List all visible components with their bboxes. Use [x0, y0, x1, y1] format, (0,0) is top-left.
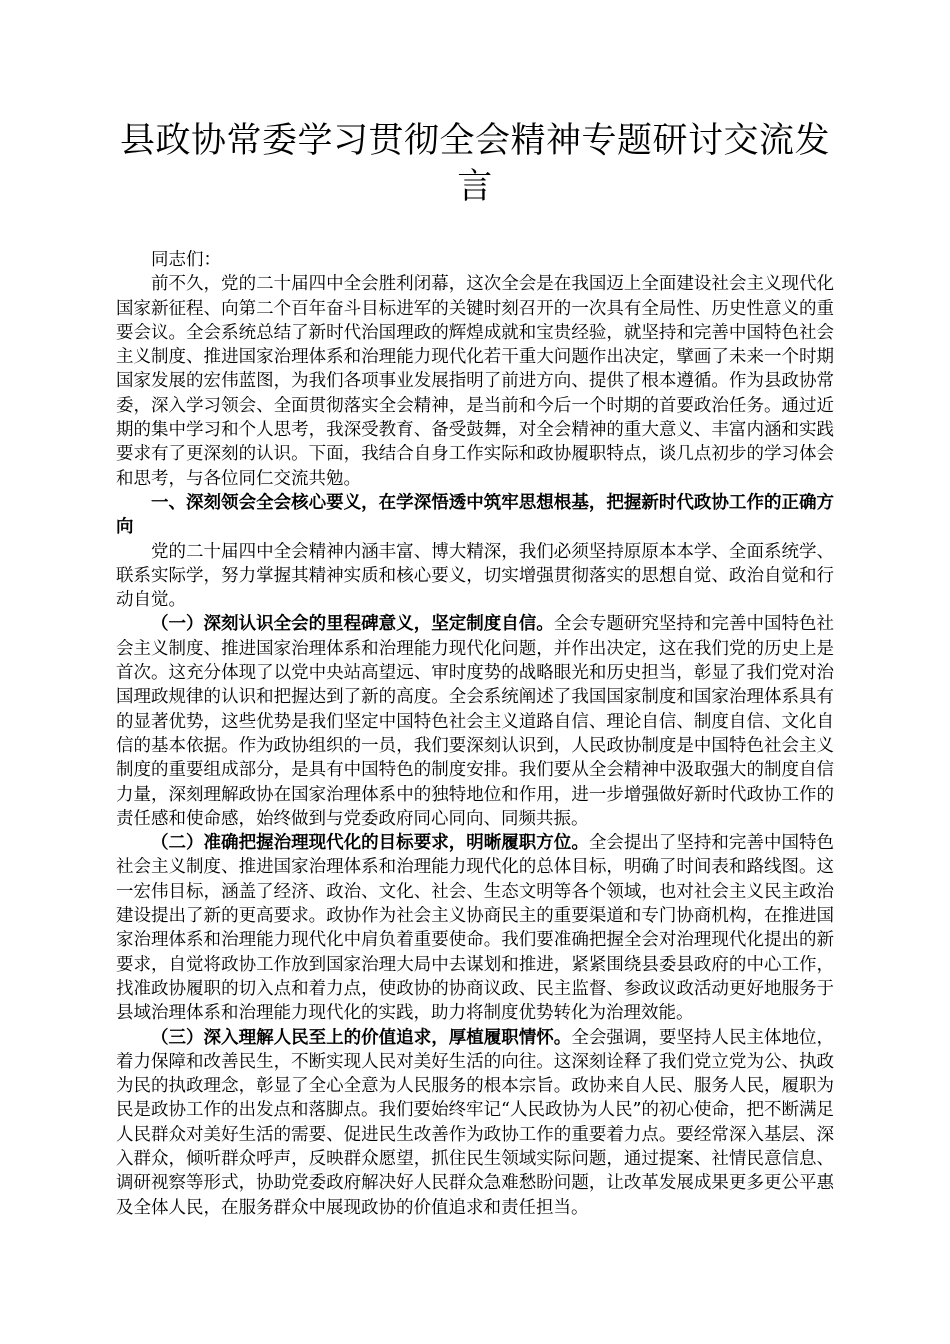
subsection-3-paragraph: [116, 1026, 834, 1220]
subsection-2-paragraph: [116, 831, 834, 1025]
subsection-2-heading: （二）准确把握治理现代化的目标要求，明晰履职方位。: [151, 833, 589, 854]
subsection-3-heading: （三）深入理解人民至上的价值追求，厚植履职情怀。: [151, 1027, 572, 1048]
document-body: [116, 248, 834, 1220]
section-1-heading: 一、深刻领会全会核心要义，在学深悟透中筑牢思想根基，把握新时代政协工作的正确方向: [116, 492, 834, 538]
document-page: [116, 118, 834, 1220]
subsection-1-paragraph: [116, 612, 834, 831]
section-1-intro-paragraph: 党的二十届四中全会精神内涵丰富、博大精深，我们必须坚持原原本本学、全面系统学、联系实际学，努力掌握其精神实质和核心要义，切实增强贯彻落实的思想自觉、政治自觉和行动自觉。: [116, 541, 834, 611]
subsection-3-text: 全会强调，要坚持人民主体地位，着力保障和改善民生，不断实现人民对美好生活的向往。这深刻诠释了我们党立党为公、执政为民的执政理念，彰显了全心全意为人民服务的根本宗旨。政协来自人民、服务人民，履职为民是政协工作的出发点和落脚点。我们要始终牢记“人民政协为人民”的初心使命，把不断满足人民群众对美好生活的需要、促进民生改善作为政协工作的重要着力点。要经常深入基层、深入群众，倾听群众呼声，反映群众愿望，抓住民生领域实际问题，通过提案、社情民意信息、调研视察等形式，协助党委政府解决好人民群众急难愁盼问题，让改革发展成果更多更公平惠及全体人民，在服务群众中展现政协的价值追求和责任担当。: [116, 1027, 835, 1218]
subsection-2-text: 全会提出了坚持和完善中国特色社会主义制度、推进国家治理体系和治理能力现代化的总体目标，明确了时间表和路线图。这一宏伟目标，涵盖了经济、政治、文化、社会、生态文明等各个领域，也对社会主义民主政治建设提出了新的更高要求。政协作为社会主义协商民主的重要渠道和专门协商机构，在推进国家治理体系和治理能力现代化中肩负着重要使命。我们要准确把握全会对治理现代化提出的新要求，自觉将政协工作放到国家治理大局中去谋划和推进，紧紧围绕县委县政府的中心工作，找准政协履职的切入点和着力点，使政协的协商议政、民主监督、参政议政活动更好地服务于县域治理体系和治理能力现代化的实践，助力将制度优势转化为治理效能。: [116, 833, 834, 1024]
subsection-1-heading: （一）深刻认识全会的里程碑意义，坚定制度自信。: [151, 614, 554, 635]
subsection-1-text: 全会专题研究坚持和完善中国特色社会主义制度、推进国家治理体系和治理能力现代化问题，并作出决定，这在我们党的历史上是首次。这充分体现了以党中央站高望远、审时度势的战略眼光和历史担当，彰显了我们党对治国理政规律的认识和把握达到了新的高度。全会系统阐述了我国国家制度和国家治理体系具有的显著优势，这些优势是我们坚定中国特色社会主义道路自信、理论自信、制度自信、文化自信的基本依据。作为政协组织的一员，我们要深刻认识到，人民政协制度是中国特色社会主义制度的重要组成部分，是具有中国特色的制度安排。我们要从全会精神中汲取强大的制度自信力量，深刻理解政协在国家治理体系中的独特地位和作用，进一步增强做好新时代政协工作的责任感和使命感，始终做到与党委政府同心同向、同频共振。: [116, 614, 835, 829]
salutation: 同志们：: [151, 250, 221, 270]
document-title: 县政协常委学习贯彻全会精神专题研讨交流发言: [119, 121, 830, 207]
intro-paragraph: 前不久，党的二十届四中全会胜利闭幕，这次全会是在我国迈上全面建设社会主义现代化国家新征程、向第二个百年奋斗目标进军的关键时刻召开的一次具有全局性、历史性意义的重要会议。全会系统总结了新时代治国理政的辉煌成就和宝贵经验，就坚持和完善中国特色社会主义制度、推进国家治理体系和治理能力现代化若干重大问题作出决定，擘画了未来一个时期国家发展的宏伟蓝图，为我们各项事业发展指明了前进方向、提供了根本遵循。作为县政协常委，深入学习领会、全面贯彻落实全会精神，是当前和今后一个时期的首要政治任务。通过近期的集中学习和个人思考，我深受教育、备受鼓舞，对全会精神的重大意义、丰富内涵和实践要求有了更深刻的认识。下面，我结合自身工作实际和政协履职特点，谈几点初步的学习体会和思考，与各位同仁交流共勉。: [116, 274, 834, 489]
